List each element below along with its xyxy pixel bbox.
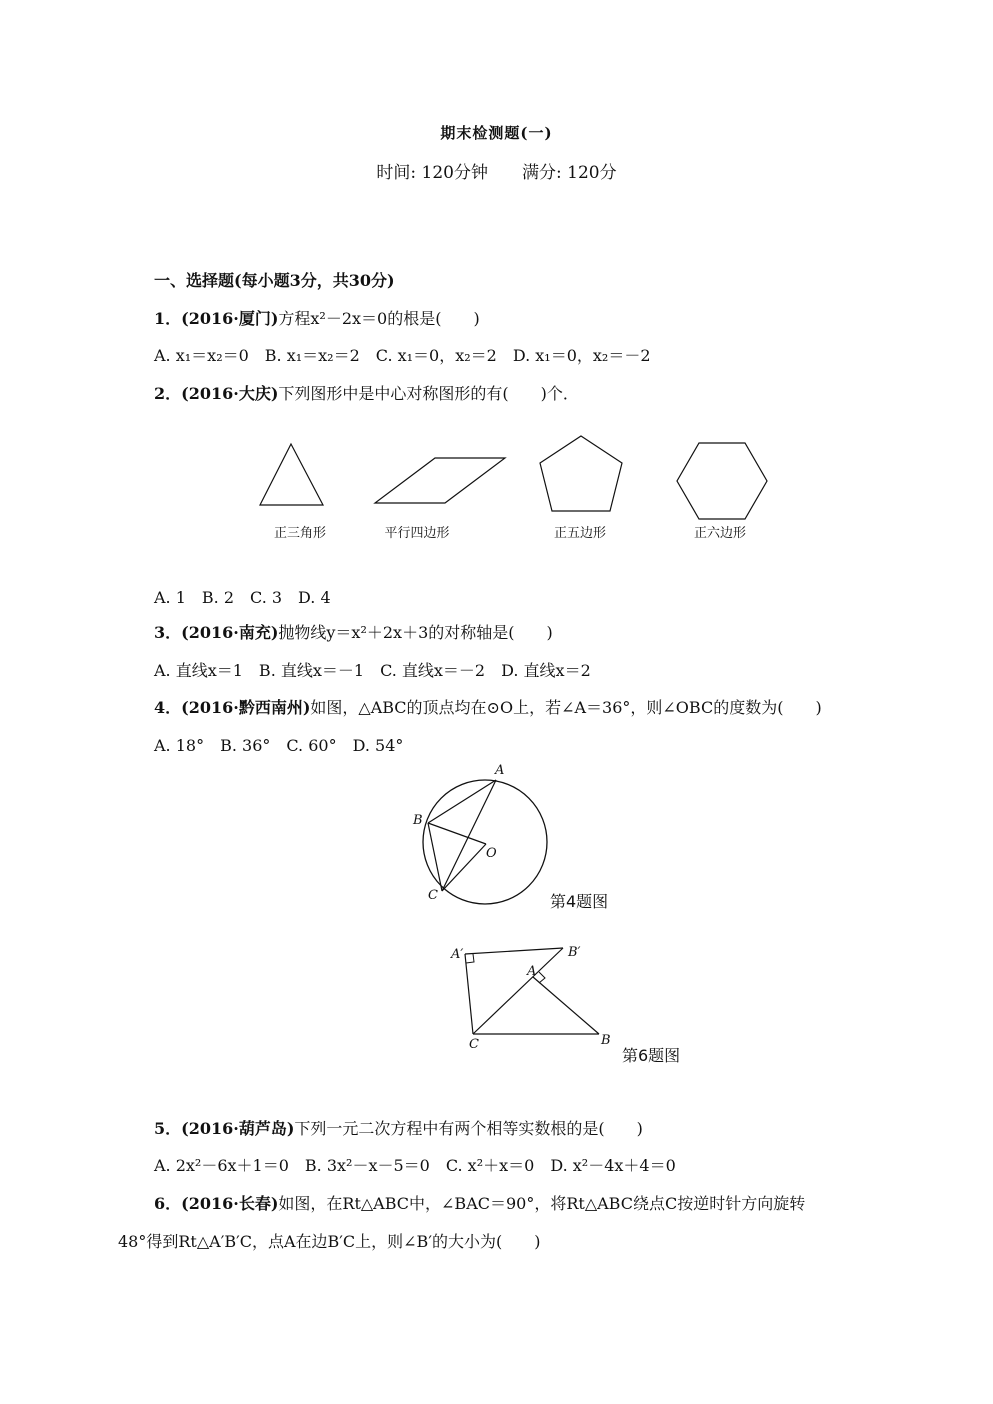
circle-triangle-figure xyxy=(400,760,570,910)
page-title: 期末检测题(一) xyxy=(440,124,553,142)
shape-label-pentagon: 正五边形 xyxy=(553,526,606,541)
question-6 xyxy=(154,1191,805,1214)
question-5 xyxy=(154,1116,643,1139)
parallelogram-shape xyxy=(375,458,505,503)
question-number: 2． xyxy=(154,384,182,403)
question-6-line2: 48°得到Rt△A′B′C，点A在边B′C上，则∠B′的大小为( ) xyxy=(118,1232,541,1251)
question-5-options: A. 2x²－6x＋1＝0 B. 3x²－x－5＝0 C. x²＋x＝0 D. x²－4x＋4＝0 xyxy=(154,1156,676,1175)
pentagon-shape xyxy=(540,436,622,511)
question-number: 5． xyxy=(154,1119,182,1138)
question-number: 1． xyxy=(154,309,182,328)
question-4-options: A. 18° B. 36° C. 60° D. 54° xyxy=(154,736,404,755)
label-a-prime: A′ xyxy=(451,947,464,962)
question-1-options: A. x₁＝x₂＝0 B. x₁＝x₂＝2 C. x₁＝0，x₂＝2 D. x₁＝0，x₂＝－2 xyxy=(154,346,651,365)
score-label: 满分: 120分 xyxy=(522,163,617,183)
label-b: B xyxy=(601,1033,611,1048)
shape-label-hexagon: 正六边形 xyxy=(693,526,746,541)
question-stem: 如图，△ABC的顶点均在⊙O上，若∠A＝36°，则∠OBC的度数为( ) xyxy=(310,698,822,717)
circle-o xyxy=(423,780,547,904)
question-source: (2016·黔西南州) xyxy=(181,698,311,717)
question-source: (2016·厦门) xyxy=(181,309,279,328)
figure-4-caption: 第4题图 xyxy=(550,892,609,911)
shape-label-parallelogram: 平行四边形 xyxy=(384,526,450,541)
question-number: 6． xyxy=(154,1194,182,1213)
question-number: 4． xyxy=(154,698,182,717)
triangle-shape xyxy=(260,444,323,505)
time-label: 时间: 120分钟 xyxy=(376,163,488,183)
exam-info xyxy=(0,158,993,183)
label-o: O xyxy=(486,846,497,861)
label-a: A xyxy=(527,964,537,979)
question-3 xyxy=(154,620,553,643)
question-stem: 下列一元二次方程中有两个相等实数根的是( ) xyxy=(294,1119,643,1138)
question-number: 3． xyxy=(154,623,182,642)
shape-label-triangle: 正三角形 xyxy=(273,526,326,541)
shapes-figure xyxy=(240,425,800,535)
question-source: (2016·南充) xyxy=(181,623,279,642)
label-c: C xyxy=(428,888,438,903)
question-source: (2016·大庆) xyxy=(181,384,279,403)
figure-6-caption: 第6题图 xyxy=(622,1046,681,1065)
section-title: 一、选择题(每小题3分，共30分) xyxy=(154,271,395,290)
rotated-triangle-figure xyxy=(445,938,625,1053)
question-1 xyxy=(154,306,480,329)
question-3-options: A. 直线x＝1 B. 直线x＝－1 C. 直线x＝－2 D. 直线x＝2 xyxy=(154,661,591,680)
question-2-options: A. 1 B. 2 C. 3 D. 4 xyxy=(154,588,331,607)
question-stem: 如图，在Rt△ABC中，∠BAC＝90°，将Rt△ABC绕点C按逆时针方向旋转 xyxy=(278,1194,806,1213)
label-b-prime: B′ xyxy=(568,945,581,960)
hexagon-shape xyxy=(677,443,767,519)
label-c: C xyxy=(469,1037,479,1052)
question-stem: 下列图形中是中心对称图形的有( )个． xyxy=(278,384,579,403)
label-b: B xyxy=(413,813,423,828)
question-source: (2016·葫芦岛) xyxy=(181,1119,295,1138)
question-2 xyxy=(154,381,579,404)
question-stem: 抛物线y＝x²＋2x＋3的对称轴是( ) xyxy=(278,623,553,642)
question-stem: 方程x²－2x＝0的根是( ) xyxy=(278,309,480,328)
question-source: (2016·长春) xyxy=(181,1194,279,1213)
question-4 xyxy=(154,695,822,718)
label-a: A xyxy=(495,763,505,778)
